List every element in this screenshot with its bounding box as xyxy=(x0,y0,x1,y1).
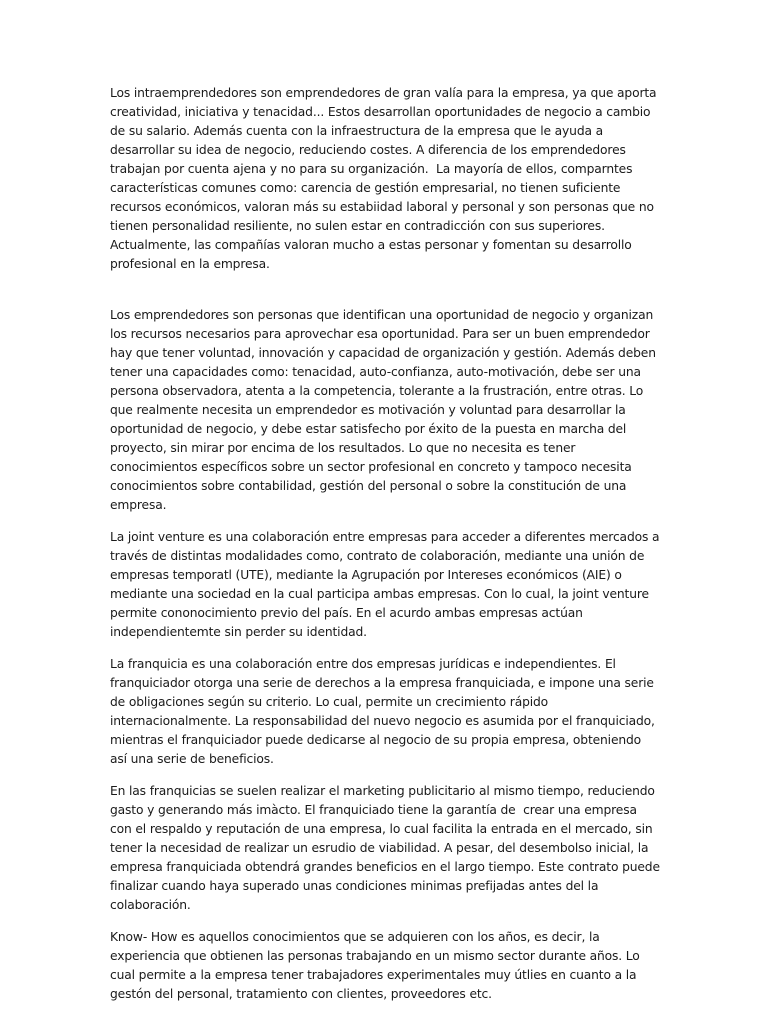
paragraph-know-how: Know- How es aquellos conocimientos que se adquieren con los años, es decir, la experiencia que obtienen las personas trabajando en un mismo sector durante años. Lo cual permite a la empresa tener trabajadores experimentales muy útlies en cuanto a la gestón del personal, tratamiento con clientes, proveedores etc. xyxy=(110,930,644,1001)
paragraph-emprendedores: Los emprendedores son personas que identifican una oportunidad de negocio y organizan los recursos necesarios para aprovechar esa oportunidad. Para ser un buen emprendedor hay que tener voluntad, innovación y capacidad de organización y gestión. Además deben tener una capacidades como: tenacidad, auto-confianza, auto-motivación, debe ser una persona observadora, atenta a la competencia, tolerante a la frustración, entre otras. Lo que realmente necesita un emprendedor es motivación y voluntad para desarrollar la oportunidad de negocio, y debe estar satisfecho por éxito de la puesta en marcha del proyecto, sin mirar por encima de los resultados. Lo que no necesita es tener conocimientos específicos sobre un sector profesional en concreto y tampoco necesita conocimientos sobre contabilidad, gestión del personal o sobre la constitución de una empresa. xyxy=(110,308,660,512)
document-page xyxy=(110,84,664,1017)
paragraph-franquicia: La franquicia es una colaboración entre dos empresas jurídicas e independientes. El franquiciador otorga una serie de derechos a la empresa franquiciada, e impone una serie de obligaciones según su criterio. Lo cual, permite un crecimiento rápido internacionalmente. La responsabilidad del nuevo negocio es asumida por el franquiciado, mientras el franquiciador puede dedicarse al negocio de su propia empresa, obteniendo así una serie de beneficios. xyxy=(110,657,659,766)
paragraph-joint-venture: La joint venture es una colaboración entre empresas para acceder a diferentes mercados a través de distintas modalidades como, contrato de colaboración, mediante una unión de empresas temporatl (UTE), mediante la Agrupación por Intereses económicos (AIE) o mediante una sociedad en la cual participa ambas empresas. Con lo cual, la joint venture permite cononocimiento previo del país. En el acurdo ambas empresas actúan independientemte sin perder su identidad. xyxy=(110,530,664,639)
paragraph-intraemprendedores: Los intraemprendedores son emprendedores de gran valía para la empresa, ya que aporta creatividad, iniciativa y tenacidad... Estos desarrollan oportunidades de negocio a cambio de su salario. Además cuenta con la infraestructura de la empresa que le ayuda a desarrollar su idea de negocio, reduciendo costes. A diferencia de los emprendedores trabajan por cuenta ajena y no para su organización. La mayoría de ellos, comparntes características comunes como: carencia de gestión empresarial, no tienen suficiente recursos económicos, valoran más su estabiidad laboral y personal y son personas que no tienen personalidad resiliente, no sulen estar en contradicción con sus superiores. Actualmente, las compañías valoran mucho a estas personar y fomentan su desarrollo profesional en la empresa. xyxy=(110,86,661,271)
paragraph-franquicias-marketing: En las franquicias se suelen realizar el marketing publicitario al mismo tiempo, reduciendo gasto y generando más imàcto. El franquiciado tiene la garantía de crear una empresa con el respaldo y reputación de una empresa, lo cual facilita la entrada en el mercado, sin tener la necesidad de realizar un esrudio de viabilidad. A pesar, del desembolso inicial, la empresa franquiciada obtendrá grandes beneficios en el largo tiempo. Este contrato puede finalizar cuando haya superado unas condiciones minimas prefijadas antes del la colaboración. xyxy=(110,784,664,912)
